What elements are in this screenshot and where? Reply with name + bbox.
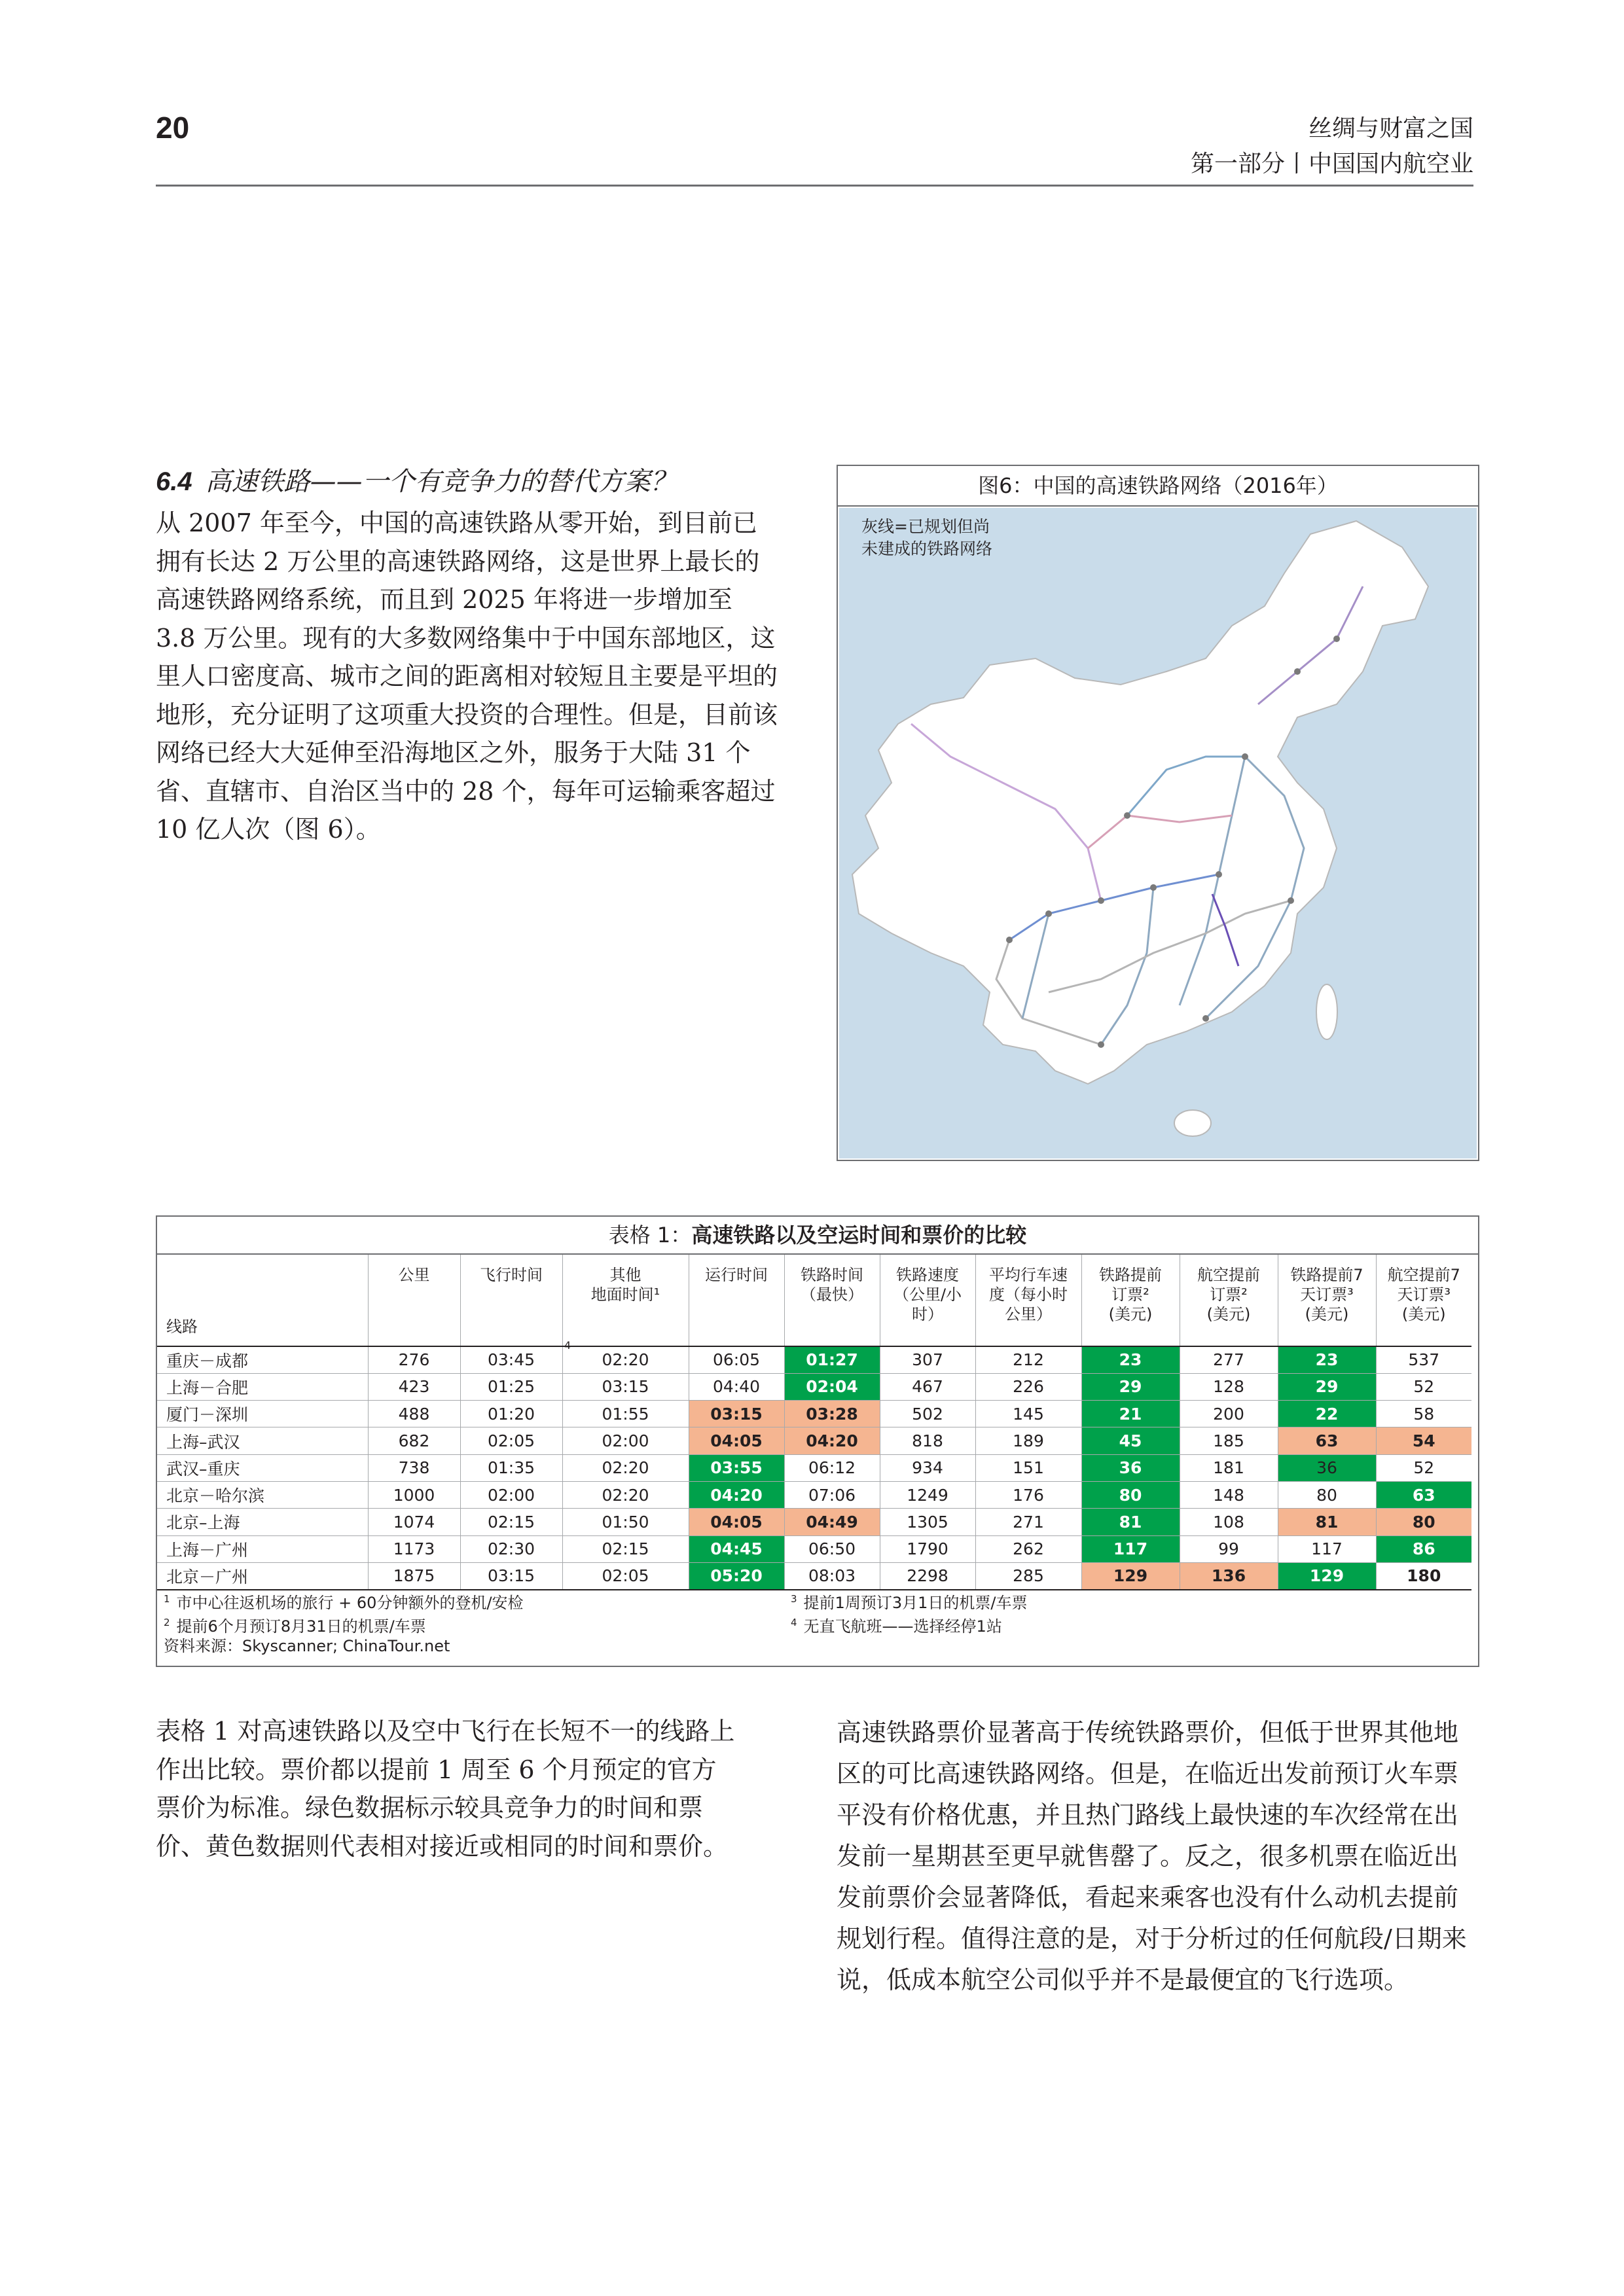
table-explainer-paragraph: 表格 1 对高速铁路以及空中飞行在长短不一的线路上作出比较。票价都以提前 1 周至 6 个月预定的官方票价为标准。绿色数据标示较具竞争力的时间和票价、黄色数据则代表相对接近或相同的时间和票价。 <box>156 1717 735 1861</box>
table-cell: 99 <box>1180 1535 1278 1562</box>
section-title-text: 高速铁路——一个有竞争力的替代方案？ <box>205 467 677 497</box>
table-cell: 01:25 <box>460 1373 562 1400</box>
footnote-2: $^2$ 提前6个月预订8月31日的机票/车票 <box>164 1617 426 1636</box>
footnote-1: $^1$ 市中心往返机场的旅行 + 60分钟额外的登机/安检 <box>164 1593 524 1612</box>
table-cell: 80 <box>1376 1509 1471 1535</box>
china-landmass <box>852 521 1428 1084</box>
table-header-cell: 铁路提前7 天订票³ (美元) <box>1278 1255 1376 1346</box>
table-cell: 80 <box>1278 1481 1376 1508</box>
taiwan-island <box>1316 984 1337 1039</box>
publication-title: 丝绸与财富之国 <box>1308 115 1473 142</box>
table-cell: 04:45 <box>689 1535 784 1562</box>
table-cell: 81 <box>1278 1509 1376 1535</box>
table-cell: 185 <box>1180 1427 1278 1454</box>
table-cell: 07:06 <box>784 1481 880 1508</box>
route-cell: 北京－哈尔滨 <box>157 1481 368 1508</box>
table-cell: 03:15 <box>562 1373 689 1400</box>
table-cell: 01:27 <box>784 1346 880 1373</box>
table-title: 表格 1：高速铁路以及空运时间和票价的比较 <box>157 1217 1478 1255</box>
table-cell: 738 <box>368 1454 460 1481</box>
table-cell: 1790 <box>880 1535 975 1562</box>
table-cell: 29 <box>1081 1373 1180 1400</box>
table-cell: 02:15 <box>562 1535 689 1562</box>
table-cell: 04:05 <box>689 1427 784 1454</box>
footnote-3: $^3$ 提前1周预订3月1日的机票/车票 <box>791 1593 1028 1612</box>
pricing-paragraph: 高速铁路票价显著高于传统铁路票价，但低于世界其他地区的可比高速铁路网络。但是，在临近出发前预订火车票平没有价格优惠，并且热门路线上最快速的车次经常在出发前一星期甚至更早就售罄了。反之，很多机票在临近出发前票价会显著降低，看起来乘客也没有什么动机去提前规划行程。值得注意的是，对于分析过的任何航段/日期来说，低成本航空公司似乎并不是最便宜的飞行选项。 <box>837 1718 1467 1994</box>
table-cell: 128 <box>1180 1373 1278 1400</box>
table-cell: 117 <box>1081 1535 1180 1562</box>
table-row <box>157 1481 1471 1508</box>
map-legend-note: 灰线=已规划但尚 未建成的铁路网络 <box>861 517 993 558</box>
table-row <box>157 1346 1471 1373</box>
table-cell: 52 <box>1376 1454 1471 1481</box>
table-header-cell: 航空提前7 天订票³ (美元) <box>1376 1255 1471 1346</box>
table-cell: 06:50 <box>784 1535 880 1562</box>
table-cell: 23 <box>1278 1346 1376 1373</box>
table-cell: 129 <box>1081 1562 1180 1589</box>
china-rail-map <box>839 508 1477 1158</box>
table-header-row <box>157 1255 1471 1346</box>
table-cell: 117 <box>1278 1535 1376 1562</box>
hainan-island <box>1174 1110 1211 1136</box>
table-cell: 02:04 <box>784 1373 880 1400</box>
table-row <box>157 1535 1471 1562</box>
table-body <box>157 1346 1471 1590</box>
map-graphic <box>839 508 1477 1158</box>
figure-title: 图6：中国的高速铁路网络（2016年） <box>838 466 1478 507</box>
header-divider <box>156 185 1473 187</box>
table-cell: 151 <box>975 1454 1081 1481</box>
table-cell: 03:45 <box>460 1346 562 1373</box>
intro-paragraph: 从 2007 年至今，中国的高速铁路从零开始，到目前已拥有长达 2 万公里的高速铁路网络，这是世界上最长的高速铁路网络系统，而且到 2025 年将进一步增加至 3.8 万公里。现有的大多数网络集中于中国东部地区，这里人口密度高、城市之间的距离相对较短且主要是平坦的地形，充分证明了这项重大投资的合理性。但是，目前该网络已经大大延伸至沿海地区之外，服务于大陆 31 个省、直辖市、自治区当中的 28 个，每年可运输乘客超过 10 亿人次（图 6）。 <box>156 509 778 844</box>
table-source: 资料来源：Skyscanner; ChinaTour.net <box>164 1637 450 1655</box>
table-row <box>157 1454 1471 1481</box>
table-cell: 01:35 <box>460 1454 562 1481</box>
table-header-cell: 铁路时间 （最快） <box>784 1255 880 1346</box>
table-cell: 58 <box>1376 1401 1471 1427</box>
table-cell: 29 <box>1278 1373 1376 1400</box>
table-cell: 212 <box>975 1346 1081 1373</box>
footnote-4: $^4$ 无直飞航班——选择经停1站 <box>791 1617 1002 1636</box>
table-cell: 45 <box>1081 1427 1180 1454</box>
table-cell: 04:05 <box>689 1509 784 1535</box>
table-cell: 63 <box>1278 1427 1376 1454</box>
table-cell: 200 <box>1180 1401 1278 1427</box>
table-cell: 02:00 <box>562 1427 689 1454</box>
table-cell: 04:40 <box>689 1373 784 1400</box>
table-cell: 36 <box>1278 1454 1376 1481</box>
table-cell: 1000 <box>368 1481 460 1508</box>
table-cell: 502 <box>880 1401 975 1427</box>
table-cell: 02:30 <box>460 1535 562 1562</box>
rail-map-figure <box>837 465 1479 1161</box>
route-cell: 厦门－深圳 <box>157 1401 368 1427</box>
table-cell: 271 <box>975 1509 1081 1535</box>
table-cell: 1173 <box>368 1535 460 1562</box>
footnote-marker-4: 4 <box>564 1339 571 1352</box>
table-cell: 488 <box>368 1401 460 1427</box>
table-cell: 04:20 <box>689 1481 784 1508</box>
table-cell: 02:05 <box>562 1562 689 1589</box>
table-cell: 05:20 <box>689 1562 784 1589</box>
table-cell: 81 <box>1081 1509 1180 1535</box>
table-cell: 08:03 <box>784 1562 880 1589</box>
table-cell: 02:20 <box>562 1481 689 1508</box>
table-cell: 03:15 <box>689 1401 784 1427</box>
table-row <box>157 1373 1471 1400</box>
table-cell: 226 <box>975 1373 1081 1400</box>
route-cell: 北京－广州 <box>157 1562 368 1589</box>
table-cell: 682 <box>368 1427 460 1454</box>
table-header-cell: 飞行时间 <box>460 1255 562 1346</box>
section-label: 第一部分丨中国国内航空业 <box>1190 151 1473 177</box>
table-cell: 934 <box>880 1454 975 1481</box>
table-cell: 01:55 <box>562 1401 689 1427</box>
table-cell: 86 <box>1376 1535 1471 1562</box>
table-cell: 02:05 <box>460 1427 562 1454</box>
table-row <box>157 1562 1471 1589</box>
table-cell: 818 <box>880 1427 975 1454</box>
table-cell: 54 <box>1376 1427 1471 1454</box>
route-cell: 上海－广州 <box>157 1535 368 1562</box>
table-cell: 22 <box>1278 1401 1376 1427</box>
table-cell: 2298 <box>880 1562 975 1589</box>
table-cell: 03:15 <box>460 1562 562 1589</box>
table-row <box>157 1401 1471 1427</box>
table-cell: 21 <box>1081 1401 1180 1427</box>
table-cell: 02:20 <box>562 1346 689 1373</box>
table-cell: 01:20 <box>460 1401 562 1427</box>
route-cell: 上海－合肥 <box>157 1373 368 1400</box>
table-cell: 108 <box>1180 1509 1278 1535</box>
table-header-cell: 铁路速度 （公里/小 时） <box>880 1255 975 1346</box>
comparison-table <box>157 1255 1471 1590</box>
table-header-cell: 线路 <box>157 1255 368 1346</box>
table-cell: 02:20 <box>562 1454 689 1481</box>
table-cell: 04:49 <box>784 1509 880 1535</box>
table-cell: 06:12 <box>784 1454 880 1481</box>
table-cell: 03:28 <box>784 1401 880 1427</box>
table-cell: 06:05 <box>689 1346 784 1373</box>
table-cell: 176 <box>975 1481 1081 1508</box>
table-cell: 02:15 <box>460 1509 562 1535</box>
table-cell: 129 <box>1278 1562 1376 1589</box>
table-header-cell: 运行时间 <box>689 1255 784 1346</box>
route-cell: 北京–上海 <box>157 1509 368 1535</box>
table-cell: 1305 <box>880 1509 975 1535</box>
section-heading <box>156 461 677 498</box>
table-cell: 285 <box>975 1562 1081 1589</box>
table-cell: 262 <box>975 1535 1081 1562</box>
table-row <box>157 1509 1471 1535</box>
table-row <box>157 1427 1471 1454</box>
table-cell: 307 <box>880 1346 975 1373</box>
table-header-cell: 平均行车速 度（每小时 公里） <box>975 1255 1081 1346</box>
table-cell: 136 <box>1180 1562 1278 1589</box>
table-header-cell: 其他 地面时间¹ <box>562 1255 689 1346</box>
table-cell: 01:50 <box>562 1509 689 1535</box>
table-cell: 1875 <box>368 1562 460 1589</box>
table-cell: 189 <box>975 1427 1081 1454</box>
table-cell: 52 <box>1376 1373 1471 1400</box>
table-cell: 03:55 <box>689 1454 784 1481</box>
table-cell: 537 <box>1376 1346 1471 1373</box>
table-cell: 04:20 <box>784 1427 880 1454</box>
page-number: 20 <box>156 111 190 145</box>
table-cell: 145 <box>975 1401 1081 1427</box>
table-cell: 180 <box>1376 1562 1471 1589</box>
route-cell: 上海–武汉 <box>157 1427 368 1454</box>
table-cell: 277 <box>1180 1346 1278 1373</box>
table-header-cell: 航空提前 订票² (美元) <box>1180 1255 1278 1346</box>
table-cell: 80 <box>1081 1481 1180 1508</box>
route-cell: 武汉–重庆 <box>157 1454 368 1481</box>
table-cell: 02:00 <box>460 1481 562 1508</box>
route-cell: 重庆－成都 <box>157 1346 368 1373</box>
table-cell: 423 <box>368 1373 460 1400</box>
table-cell: 467 <box>880 1373 975 1400</box>
table-cell: 148 <box>1180 1481 1278 1508</box>
table-cell: 36 <box>1081 1454 1180 1481</box>
running-head <box>1191 111 1473 182</box>
table-header-cell: 公里 <box>368 1255 460 1346</box>
section-number: 6.4 <box>156 467 192 496</box>
table-cell: 23 <box>1081 1346 1180 1373</box>
table-header-cell: 铁路提前 订票² (美元) <box>1081 1255 1180 1346</box>
table-cell: 1074 <box>368 1509 460 1535</box>
table-cell: 181 <box>1180 1454 1278 1481</box>
table-cell: 63 <box>1376 1481 1471 1508</box>
table-cell: 1249 <box>880 1481 975 1508</box>
table-cell: 276 <box>368 1346 460 1373</box>
